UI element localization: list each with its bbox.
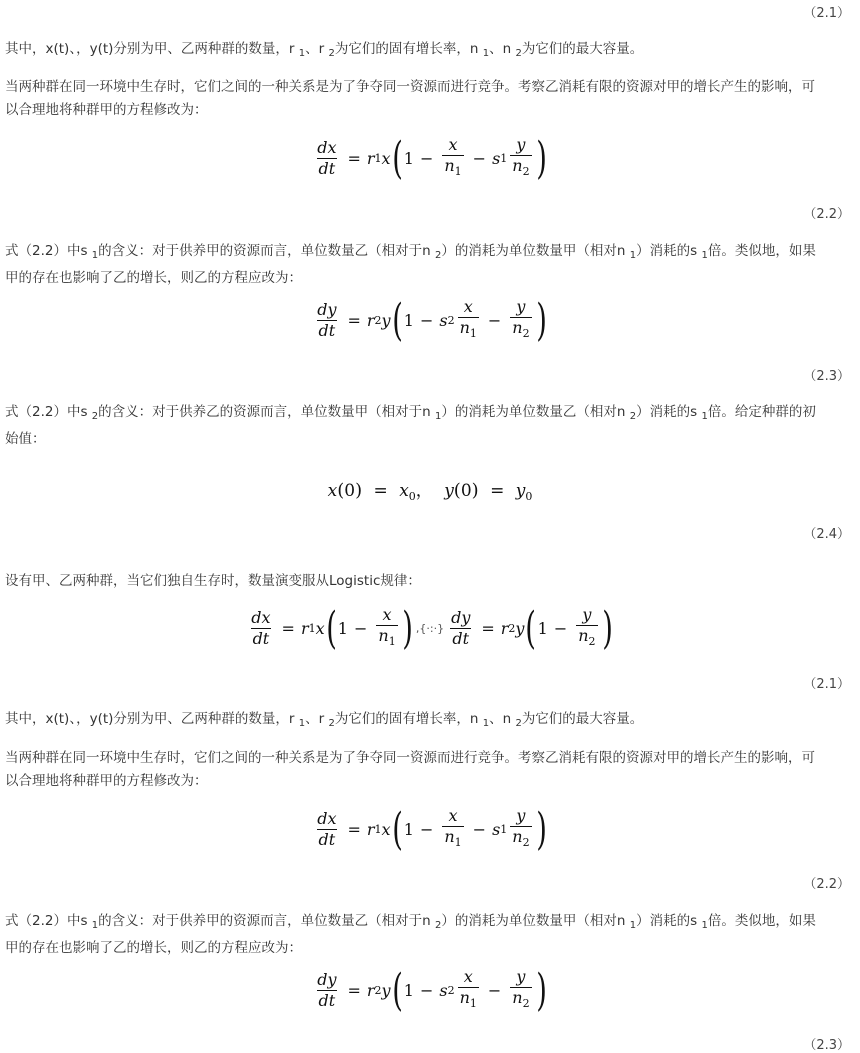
equation-initial-values: $x(0) = x_0$， $y(0) = y_0$: [327, 480, 533, 503]
equation-number: （2.1）: [803, 677, 850, 692]
equation-2-2: $\frac{dx}{dt}$ = r 1 x ( 1 − $\frac{x}{n_1}$ − s 1 $\frac{y}{n_2}$ ): [317, 132, 547, 184]
paragraph-s1-meaning: 式（2.2）中s $_1$的含义：对于供养甲的资源而言，单位数量乙（相对于n $_2$）的消耗为单位数量甲（相对n $_1$）消耗的s $_1$倍。类似地，如果 甲的存在也影响了乙的增长，则乙的方程应改为：: [5, 243, 816, 286]
paragraph-competition-repeat: 当两种群在同一环境中生存时，它们之间的一种关系是为了争夺同一资源而进行竞争。考察乙消耗有限的资源对甲的增长产生的影响，可 以合理地将种群甲的方程修改为：: [5, 750, 815, 789]
equation-2-2-repeat: $\frac{dx}{dt}$ = r 1 x ( 1 − $\frac{x}{n_1}$ − s 1 $\frac{y}{n_2}$ ): [317, 803, 547, 855]
equation-2-3-repeat: $\frac{dy}{dt}$ = r 2 y ( 1 − s 2 $\frac{x}{n_1}$ − $\frac{y}{n_2}$ ): [317, 964, 547, 1016]
separator-token: ,{·:·}: [415, 622, 445, 635]
equation-number: （2.1）: [803, 6, 850, 21]
equation-2-1: $\frac{dx}{dt}$ = r 1 x ( 1 − $\frac{x}{n_1}$ ) ,{·:·} $\frac{dy}{dt}$ = r 2 y ( 1 − $\frac{y}{n_2}$ ): [251, 602, 613, 654]
equation-2-3: $\frac{dy}{dt}$ = r 2 y ( 1 − s 2 $\frac{x}{n_1}$ − $\frac{y}{n_2}$ ): [317, 294, 547, 346]
paragraph-definitions-repeat: 其中，x(t)、，y(t)分别为甲、乙两种群的数量，r $_1$、r $_2$为它们的固有增长率，n $_1$、n $_2$为它们的最大容量。: [5, 711, 644, 729]
equation-number: （2.4）: [803, 527, 850, 542]
equation-number: （2.2）: [803, 877, 850, 892]
equation-number: （2.3）: [803, 1038, 850, 1053]
paragraph-logistic: 设有甲、乙两种群，当它们独自生存时，数量演变服从Logistic规律：: [5, 573, 421, 589]
paragraph-s2-meaning: 式（2.2）中s $_2$的含义：对于供养乙的资源而言，单位数量甲（相对于n $_1$）的消耗为单位数量乙（相对n $_2$）消耗的s $_1$倍。给定种群的初 始值：: [5, 404, 816, 447]
equation-number: （2.2）: [803, 207, 850, 222]
paragraph-definitions: 其中，x(t)、，y(t)分别为甲、乙两种群的数量，r $_1$、r $_2$为它们的固有增长率，n $_1$、n $_2$为它们的最大容量。: [5, 41, 644, 59]
paragraph-s1-meaning-repeat: 式（2.2）中s $_1$的含义：对于供养甲的资源而言，单位数量乙（相对于n $_2$）的消耗为单位数量甲（相对n $_1$）消耗的s $_1$倍。类似地，如果 甲的存在也影响了乙的增长，则乙的方程应改为：: [5, 913, 816, 956]
paragraph-competition: 当两种群在同一环境中生存时，它们之间的一种关系是为了争夺同一资源而进行竞争。考察乙消耗有限的资源对甲的增长产生的影响，可 以合理地将种群甲的方程修改为：: [5, 79, 815, 118]
equation-number: （2.3）: [803, 369, 850, 384]
